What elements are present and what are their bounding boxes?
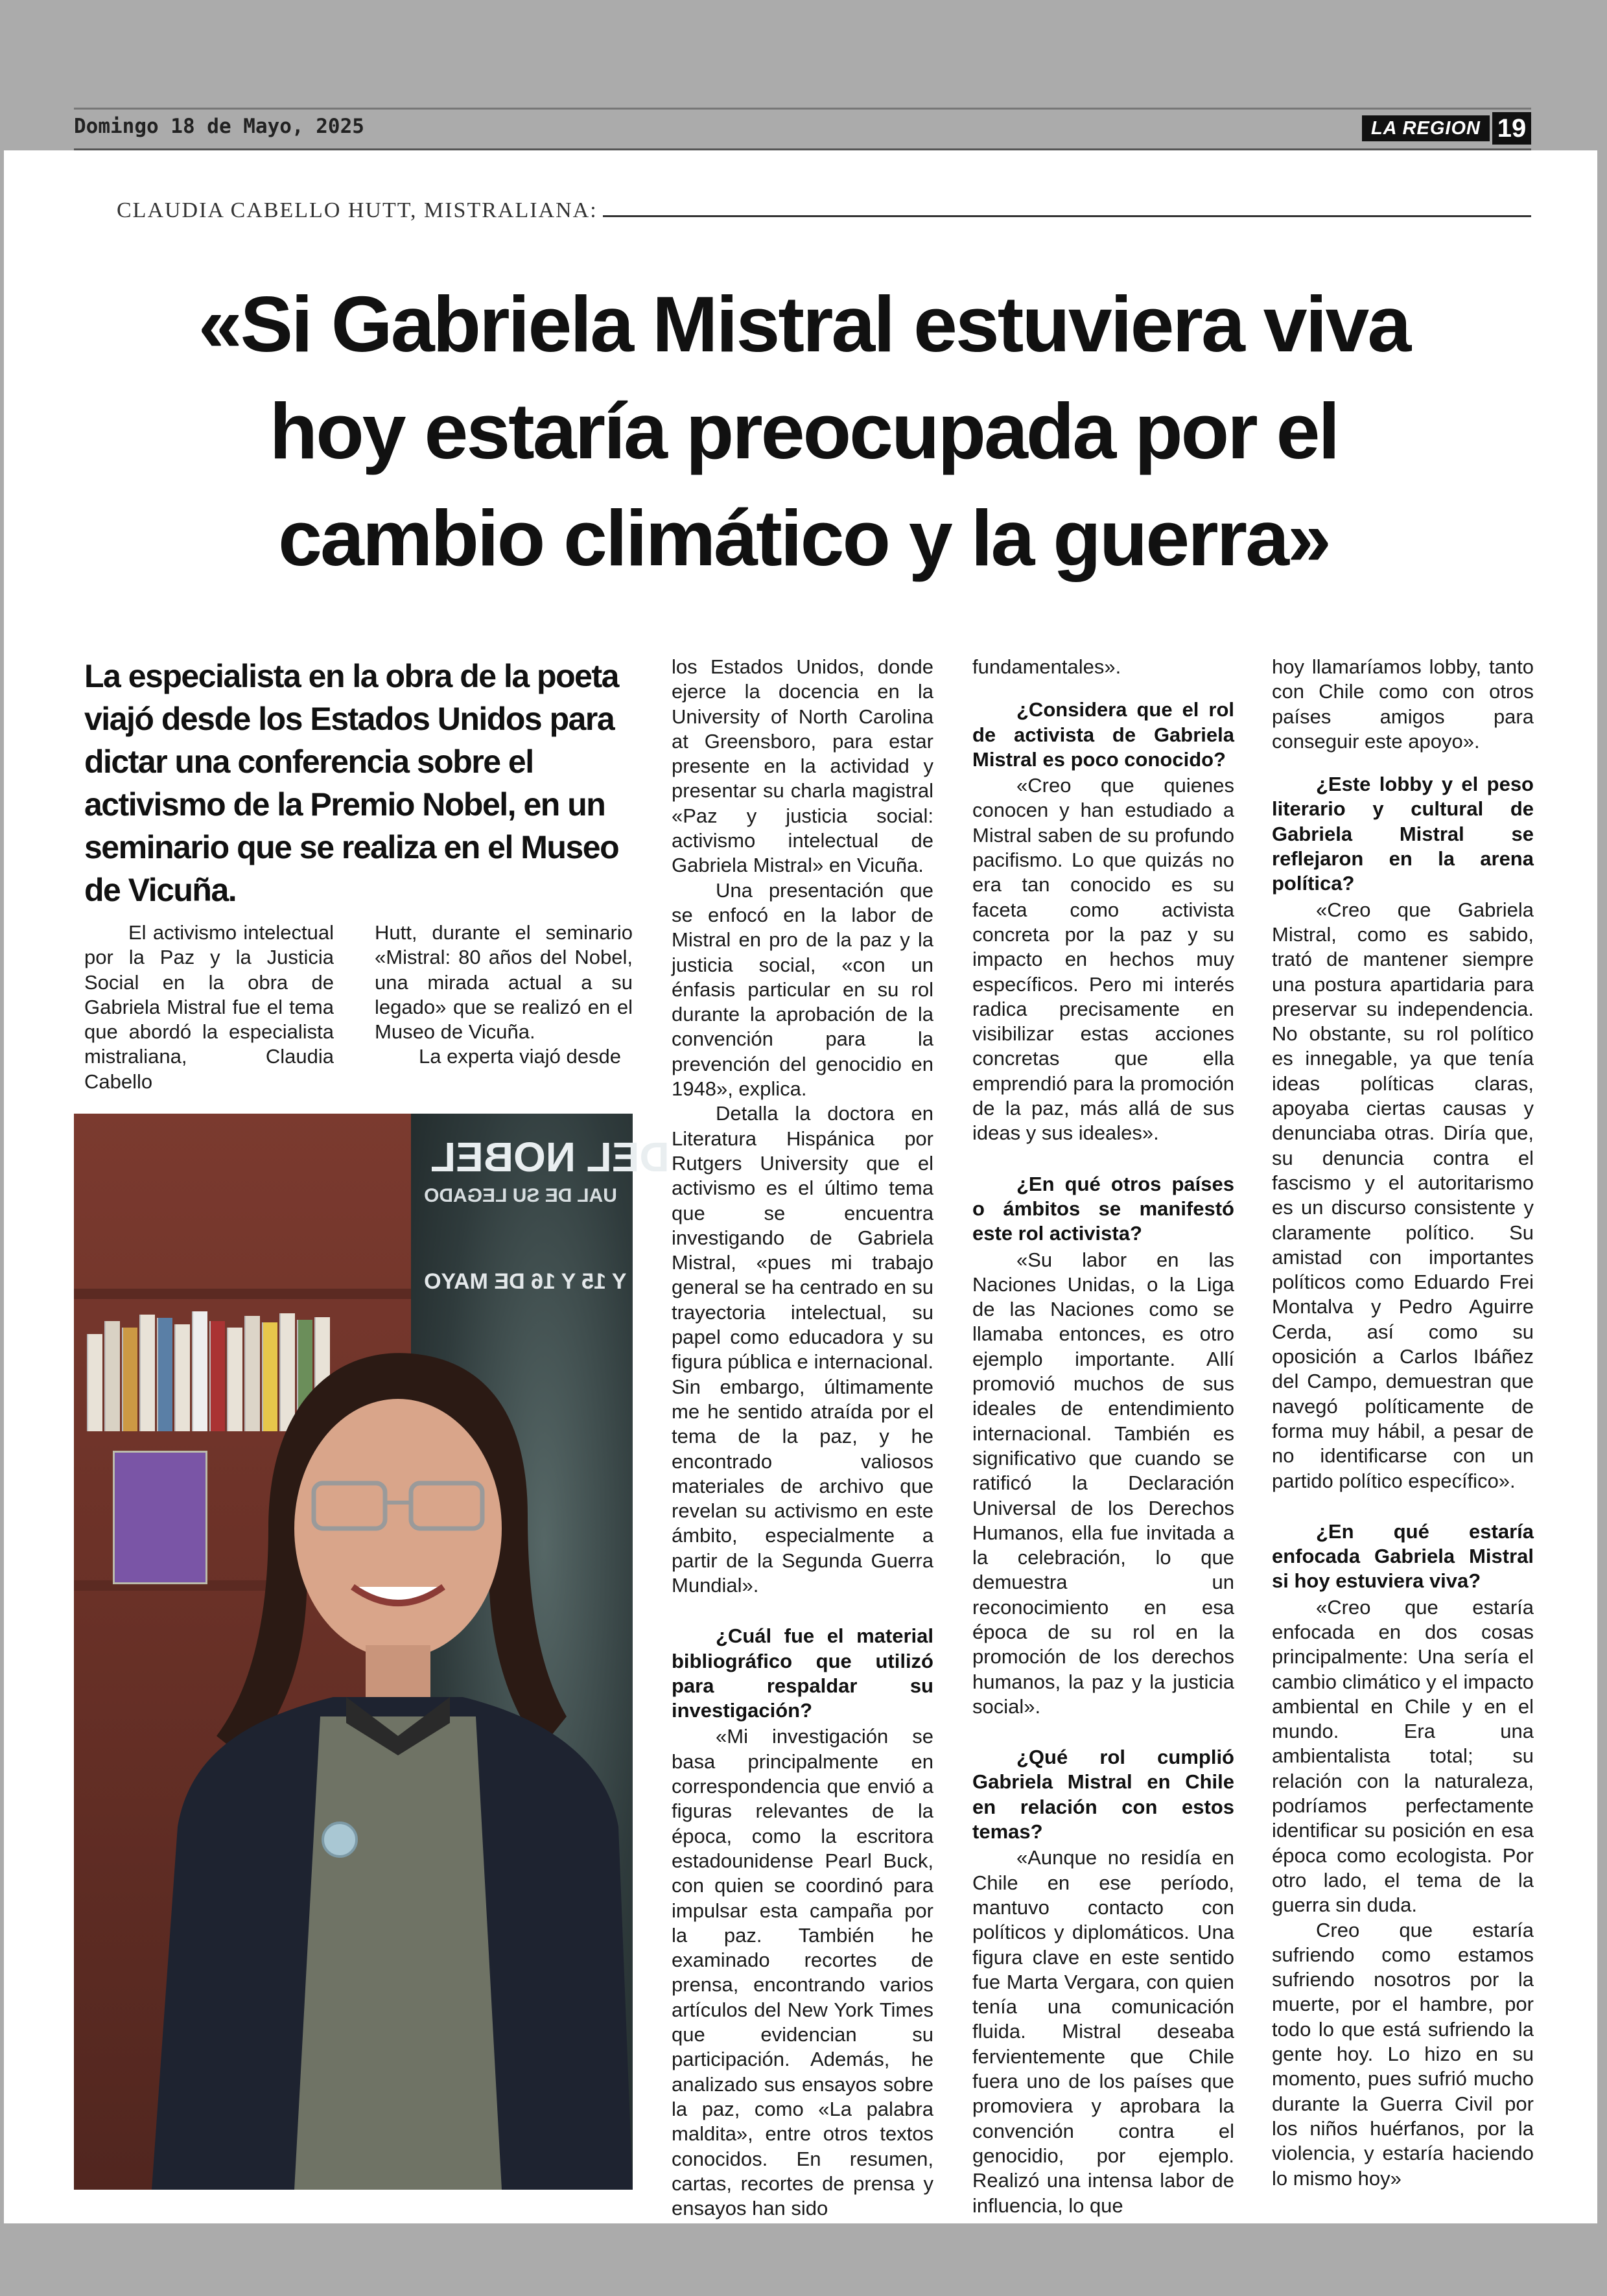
banner-text: DEL NOBEL [430, 1134, 670, 1180]
interview-question: ¿En qué otros países o ámbitos se manifestó este rol activista? [972, 1172, 1234, 1245]
banner-text: UAL DE SU LEGADO [424, 1185, 617, 1206]
issue-date: Domingo 18 de Mayo, 2025 [74, 115, 364, 138]
lead-paragraph: La experta viajó desde [419, 1045, 621, 1068]
article-photo [74, 1114, 670, 2190]
interview-question: ¿Considera que el rol de activista de Gabriela Mistral es poco conocido? [972, 698, 1234, 771]
headline-line: cambio climático y la guerra» [278, 494, 1330, 582]
interview-answer: «Su labor en las Naciones Unidas, o la Liga de las Naciones como se llamaba entonces, es otro ejemplo importante. Allí promovió muchos de sus ideales de entendimiento internacional. También es significativo que cuando se ratificó la Declaración Universal de los Derechos Humanos, ella fue invitada a la celebración, lo que demuestra un reconocimiento en esa época de su rol en la promoción de los derechos humanos, la paz y la justicia social». [972, 1248, 1234, 1718]
page-header [74, 108, 1531, 150]
page-number: 19 [1492, 112, 1531, 145]
article-headline [78, 271, 1530, 592]
interview-answer: «Creo que estaría enfocada en dos cosas principalmente: Una sería el cambio climático y el impacto ambiental en Chile y en el mundo. Era una ambientalista total; su relación con la naturaleza, podríamos perfectamente identificar su posición en esa época como ecologista. Por otro lado, el tema de la guerra sin duda. [1272, 1595, 1534, 1917]
article-column-2 [672, 655, 933, 2221]
article-column-4 [1272, 655, 1534, 2191]
interview-answer: «Creo que quienes conocen y han estudiado a Mistral saben de su profundo pacifismo. Lo que quizás no era tan conocido es su faceta como activista concreta por la paz y su impacto en hechos muy específicos. Pero mi interés radica precisamente en visibilizar estas acciones concretas que ella emprendió para la promoción de la paz, más allá de sus ideas y sus ideales». [972, 774, 1234, 1145]
headline-line: «Si Gabriela Mistral estuviera viva [198, 280, 1410, 368]
newspaper-logo: LA REGION [1362, 115, 1490, 141]
lead-paragraph: Hutt, durante el seminario «Mistral: 80 años del Nobel, una mirada actual a su legado» que se realizó en el Museo de Vicuña. [375, 921, 633, 1044]
interview-question: ¿Este lobby y el peso literario y cultural de Gabriela Mistral se reflejaron en la arena política? [1272, 773, 1534, 895]
body-paragraph: fundamentales». [972, 655, 1121, 678]
interview-answer: «Aunque no residía en Chile en ese período, mantuvo contacto con políticos y diplomáticos. Una figura clave en este sentido fue Marta Vergara, con quien tenía una comunicación fluida. Mistral deseaba fervientemente que Chile fuera uno de los países que promoviera y aprobara la convención contra el genocidio, por ejemplo. Realizó una intensa labor de influencia, lo que [972, 1846, 1234, 2217]
article-deck: La especialista en la obra de la poeta viajó desde los Estados Unidos para dictar una conferencia sobre el activismo de la Premio Nobel, en un seminario que se realiza en el Museo de Vicuña. [84, 658, 619, 908]
interview-question: ¿En qué estaría enfocada Gabriela Mistral si hoy estuviera viva? [1272, 1519, 1534, 1593]
body-paragraph: hoy llamaríamos lobby, tanto con Chile como con otros países amigos para conseguir este apoyo». [1272, 655, 1534, 753]
body-paragraph: Una presentación que se enfocó en la labor de Mistral en pro de la paz y la justicia social, «con un énfasis particular en su rol durante la aprobación de la convención para la prevención del genocidio en 1948», explica. [672, 878, 933, 1101]
interview-question: ¿Qué rol cumplió Gabriela Mistral en Chile en relación con estos temas? [972, 1746, 1234, 1844]
article-column-3 [972, 655, 1234, 2218]
interview-answer: «Creo que Gabriela Mistral, como es sabido, trató de mantener siempre una postura apartidaria para preservar su independencia. No obstante, su rol político es innegable, ya que tenía ideas políticas claras, apoyaba ciertas causas y denunciaba otras. Diría que, su denuncia contra el fascismo y el autoritarismo es un discurso consistente y claramente político. Su amistad con importantes políticos como Eduardo Frei Montalva y Pedro Aguirre Cerda, así como su oposición a Carlos Ibáñez del Campo, demuestran que navegó políticamente de forma muy hábil, a pesar de no identificarse con un partido político específico». [1272, 898, 1534, 1492]
banner-text: Y 15 Y 16 DE MAYO [424, 1269, 627, 1294]
portrait-of-claudia-cabello-hutt [74, 1114, 633, 2190]
lead-column-right [375, 920, 633, 1070]
lead-column-left [84, 920, 334, 1094]
body-paragraph: los Estados Unidos, donde ejerce la docencia en la University of North Carolina at Greensboro, para estar presente en la actividad y presentar su charla magistral «Paz y justicia social: activismo intelectual de Gabriela Mistral» en Vicuña. [672, 655, 933, 877]
interview-answer: «Mi investigación se basa principalmente en correspondencia que envió a figuras relevantes de la época, como la escritora estadounidense Pearl Buck, con quien se coordinó para impulsar esta campaña por la paz. También he examinado recortes de prensa, encontrando varios artículos del New York Times que evidencian su participación. Además, he analizado sus ensayos sobre la paz, como «La palabra maldita», entre otros textos conocidos. En resumen, cartas, recortes de prensa y ensayos han sido [672, 1725, 933, 2220]
interview-question: ¿Cuál fue el material bibliográfico que utilizó para respaldar su investigación? [672, 1624, 933, 1722]
kicker-rule [603, 215, 1531, 217]
body-paragraph: Detalla la doctora en Literatura Hispánica por Rutgers University que el activismo es el último tema que se encuentra investigando de Gabriela Mistral, «pues mi trabajo general se ha centrado en su trayectoria intelectual, su papel como educadora y su figura pública e internacional. Sin embargo, últimamente me he sentido atraída por el tema de la paz, y he encontrado valiosos materiales de archivo que revelan su activismo en este ámbito, especialmente a partir de la Segunda Guerra Mundial». [672, 1102, 933, 1597]
headline-line: hoy estaría preocupada por el [269, 387, 1339, 475]
interview-answer: Creo que estaría sufriendo como estamos sufriendo nosotros por la muerte, por el hambre, por todo lo que está sufriendo la gente hoy. Lo hizo en su momento, pues sufrió mucho durante la Guerra Civil por los niños huérfanos, por la violencia, y estaría haciendo lo mismo hoy» [1272, 1918, 1534, 2190]
lead-paragraph: El activismo intelectual por la Paz y la Justicia Social en la obra de Gabriela Mistral fue el tema que abordó la especialista mistraliana, Claudia Cabello [84, 921, 334, 1093]
article-kicker: CLAUDIA CABELLO HUTT, MISTRALIANA: [117, 198, 598, 222]
